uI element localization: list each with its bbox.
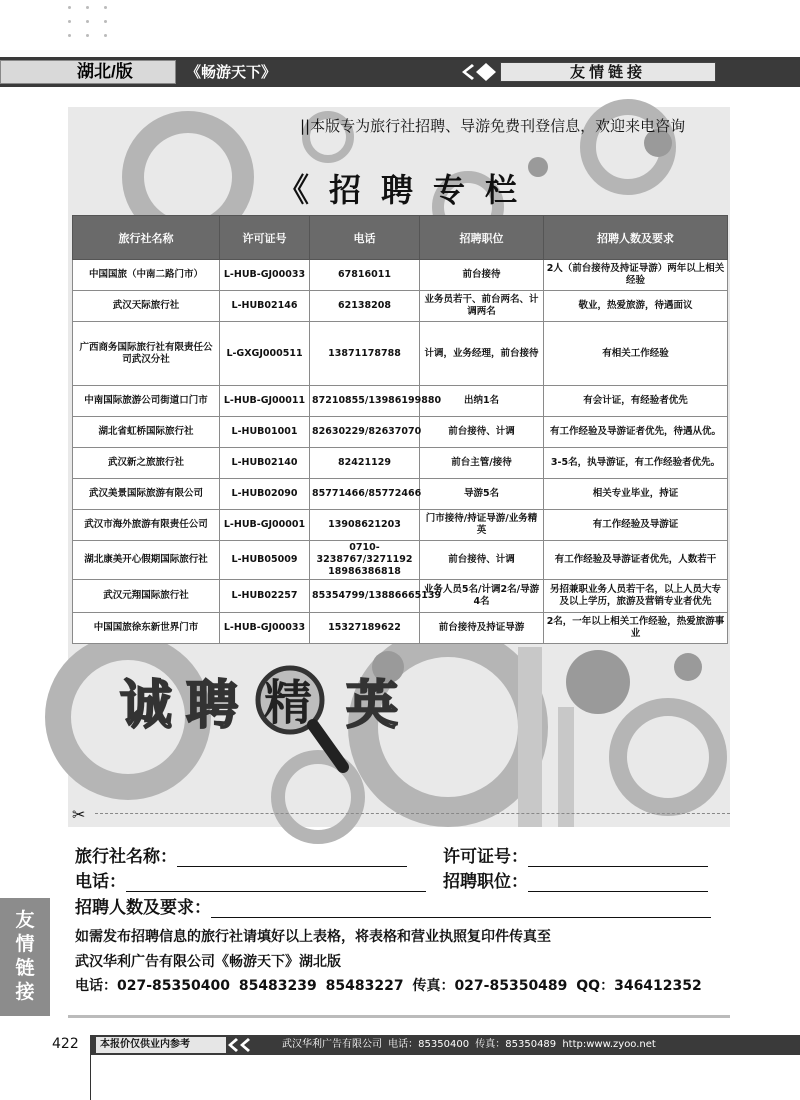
requirements-cell: 另招兼职业务人员若干名，以上人员大专及以上学历，旅游及营销专业者优先 bbox=[544, 580, 728, 613]
header-license: 许可证号 bbox=[220, 216, 310, 260]
side-tab bbox=[0, 898, 50, 1016]
phone-cell: 15327189622 bbox=[310, 613, 420, 644]
license-cell: L-HUB05009 bbox=[220, 541, 310, 580]
agency-cell: 武汉市海外旅游有限责任公司 bbox=[73, 510, 220, 541]
column-title: 《 招 聘 专 栏 bbox=[276, 172, 523, 208]
phone-cell: 62138208 bbox=[310, 291, 420, 322]
position-cell: 前台接待、计调 bbox=[420, 541, 544, 580]
side-tab-char: 友 bbox=[15, 909, 35, 931]
phone-cell: 85354799/13886665139 bbox=[310, 580, 420, 613]
phone-blank[interactable] bbox=[126, 875, 426, 892]
license-blank[interactable] bbox=[528, 850, 708, 867]
recruitment-table bbox=[72, 215, 728, 644]
agency-name-label: 旅行社名称： bbox=[75, 847, 177, 867]
license-cell: L-HUB02140 bbox=[220, 448, 310, 479]
logo-char-2: 聘 bbox=[186, 676, 239, 736]
requirements-cell: 有工作经验及导游证 bbox=[544, 510, 728, 541]
scissors-icon: ✂ bbox=[72, 805, 86, 824]
license-cell: L-HUB02257 bbox=[220, 580, 310, 613]
contact-line: 电话：027-85350400 85483239 85483227 传真：027-85350489 QQ：346412352 bbox=[75, 978, 702, 994]
requirements-cell: 有相关工作经验 bbox=[544, 322, 728, 386]
logo-char-3: 精 bbox=[264, 675, 313, 731]
agency-cell: 武汉美景国际旅游有限公司 bbox=[73, 479, 220, 510]
phone-cell: 0710-3238767/3271192 18986386818 bbox=[310, 541, 420, 580]
position-blank[interactable] bbox=[528, 875, 708, 892]
logo-char-4: 英 bbox=[346, 676, 399, 736]
recruit-elite-logo bbox=[118, 655, 418, 775]
position-cell: 门市接待/持证导游/业务精英 bbox=[420, 510, 544, 541]
decorative-dots bbox=[68, 0, 120, 48]
position-cell: 前台接待及持证导游 bbox=[420, 613, 544, 644]
phone-cell: 67816011 bbox=[310, 260, 420, 291]
header-position: 招聘职位 bbox=[420, 216, 544, 260]
footer-note: 本报价仅供业内参考 bbox=[96, 1037, 226, 1053]
phone-cell: 13908621203 bbox=[310, 510, 420, 541]
footer-vertical-rule bbox=[90, 1055, 91, 1100]
table-header-row bbox=[73, 216, 728, 260]
requirements-cell: 敬业，热爱旅游，待遇面议 bbox=[544, 291, 728, 322]
position-cell: 业务人员5名/计调2名/导游4名 bbox=[420, 580, 544, 613]
license-cell: L-HUB02090 bbox=[220, 479, 310, 510]
phone-cell: 13871178788 bbox=[310, 322, 420, 386]
phone-cell: 87210855/13986199880 bbox=[310, 386, 420, 417]
position-cell: 前台主管/接待 bbox=[420, 448, 544, 479]
page-number: 422 bbox=[52, 1036, 79, 1052]
position-cell: 业务员若干、前台两名、计调两名 bbox=[420, 291, 544, 322]
license-cell: L-HUB-GJ00033 bbox=[220, 260, 310, 291]
side-tab-char: 接 bbox=[15, 981, 35, 1003]
logo-char-1: 诚 bbox=[120, 676, 173, 736]
table-row bbox=[73, 322, 728, 386]
header-requirements: 招聘人数及要求 bbox=[544, 216, 728, 260]
agency-name-blank[interactable] bbox=[177, 850, 407, 867]
position-cell: 导游5名 bbox=[420, 479, 544, 510]
license-cell: L-GXGJ000511 bbox=[220, 322, 310, 386]
agency-name-row bbox=[75, 842, 407, 867]
chevron-left-icon bbox=[226, 1037, 270, 1053]
license-cell: L-HUB-GJ00001 bbox=[220, 510, 310, 541]
table-row bbox=[73, 580, 728, 613]
table-row bbox=[73, 541, 728, 580]
table-row bbox=[73, 613, 728, 644]
agency-cell: 武汉天际旅行社 bbox=[73, 291, 220, 322]
position-label: 招聘职位： bbox=[443, 872, 528, 892]
divider bbox=[68, 1015, 730, 1018]
side-tab-char: 情 bbox=[15, 933, 35, 955]
phone-cell: 85771466/85772466 bbox=[310, 479, 420, 510]
table-row bbox=[73, 260, 728, 291]
table-row bbox=[73, 479, 728, 510]
requirements-cell: 3-5名，执导游证，有工作经验者优先。 bbox=[544, 448, 728, 479]
table-row bbox=[73, 510, 728, 541]
info-line-2: 武汉华利广告有限公司《畅游天下》湖北版 bbox=[75, 954, 341, 970]
table-row bbox=[73, 417, 728, 448]
position-row bbox=[443, 867, 708, 892]
agency-cell: 中国国旅徐东新世界门市 bbox=[73, 613, 220, 644]
requirements-cell: 有工作经验及导游证者优先，待遇从优。 bbox=[544, 417, 728, 448]
side-tab-char: 链 bbox=[15, 957, 35, 979]
phone-cell: 82630229/82637070 bbox=[310, 417, 420, 448]
notice-text: ||本版专为旅行社招聘、导游免费刊登信息，欢迎来电咨询 bbox=[300, 117, 686, 135]
header-agency: 旅行社名称 bbox=[73, 216, 220, 260]
agency-cell: 湖北省虹桥国际旅行社 bbox=[73, 417, 220, 448]
requirements-cell: 2名，一年以上相关工作经验，热爱旅游事业 bbox=[544, 613, 728, 644]
footer-contact: 武汉华利广告有限公司 电话：85350400 传真：85350489 http:www.zyoo.net bbox=[282, 1039, 656, 1050]
agency-cell: 中国国旅（中南二路门市） bbox=[73, 260, 220, 291]
agency-cell: 武汉新之旅旅行社 bbox=[73, 448, 220, 479]
license-cell: L-HUB-GJ00011 bbox=[220, 386, 310, 417]
phone-cell: 82421129 bbox=[310, 448, 420, 479]
section-title: 友情链接 bbox=[500, 62, 716, 82]
position-cell: 出纳1名 bbox=[420, 386, 544, 417]
agency-cell: 广西商务国际旅行社有限责任公司武汉分社 bbox=[73, 322, 220, 386]
table-row bbox=[73, 291, 728, 322]
header-phone: 电话 bbox=[310, 216, 420, 260]
requirements-cell: 有会计证，有经验者优先 bbox=[544, 386, 728, 417]
magazine-title: 《畅游天下》 bbox=[186, 63, 277, 81]
requirements-label: 招聘人数及要求： bbox=[75, 898, 211, 918]
phone-row bbox=[75, 867, 426, 892]
requirements-blank[interactable] bbox=[211, 901, 711, 918]
requirements-row bbox=[75, 893, 711, 918]
license-label: 许可证号： bbox=[443, 847, 528, 867]
agency-cell: 湖北康美开心假期国际旅行社 bbox=[73, 541, 220, 580]
table-row bbox=[73, 386, 728, 417]
license-cell: L-HUB02146 bbox=[220, 291, 310, 322]
requirements-cell: 有工作经验及导游证者优先，人数若干 bbox=[544, 541, 728, 580]
license-cell: L-HUB01001 bbox=[220, 417, 310, 448]
diamond-arrow-icon bbox=[460, 62, 500, 82]
requirements-cell: 相关专业毕业，持证 bbox=[544, 479, 728, 510]
position-cell: 计调，业务经理，前台接待 bbox=[420, 322, 544, 386]
license-cell: L-HUB-GJ00033 bbox=[220, 613, 310, 644]
license-row bbox=[443, 842, 708, 867]
agency-cell: 中南国际旅游公司街道口门市 bbox=[73, 386, 220, 417]
requirements-cell: 2人（前台接待及持证导游）两年以上相关经验 bbox=[544, 260, 728, 291]
phone-label: 电话： bbox=[75, 872, 126, 892]
region-label: 湖北/版 bbox=[0, 60, 176, 84]
agency-cell: 武汉元翔国际旅行社 bbox=[73, 580, 220, 613]
info-line-1: 如需发布招聘信息的旅行社请填好以上表格，将表格和营业执照复印件传真至 bbox=[75, 929, 551, 945]
position-cell: 前台接待、计调 bbox=[420, 417, 544, 448]
cut-line bbox=[95, 813, 730, 814]
position-cell: 前台接待 bbox=[420, 260, 544, 291]
table-row bbox=[73, 448, 728, 479]
